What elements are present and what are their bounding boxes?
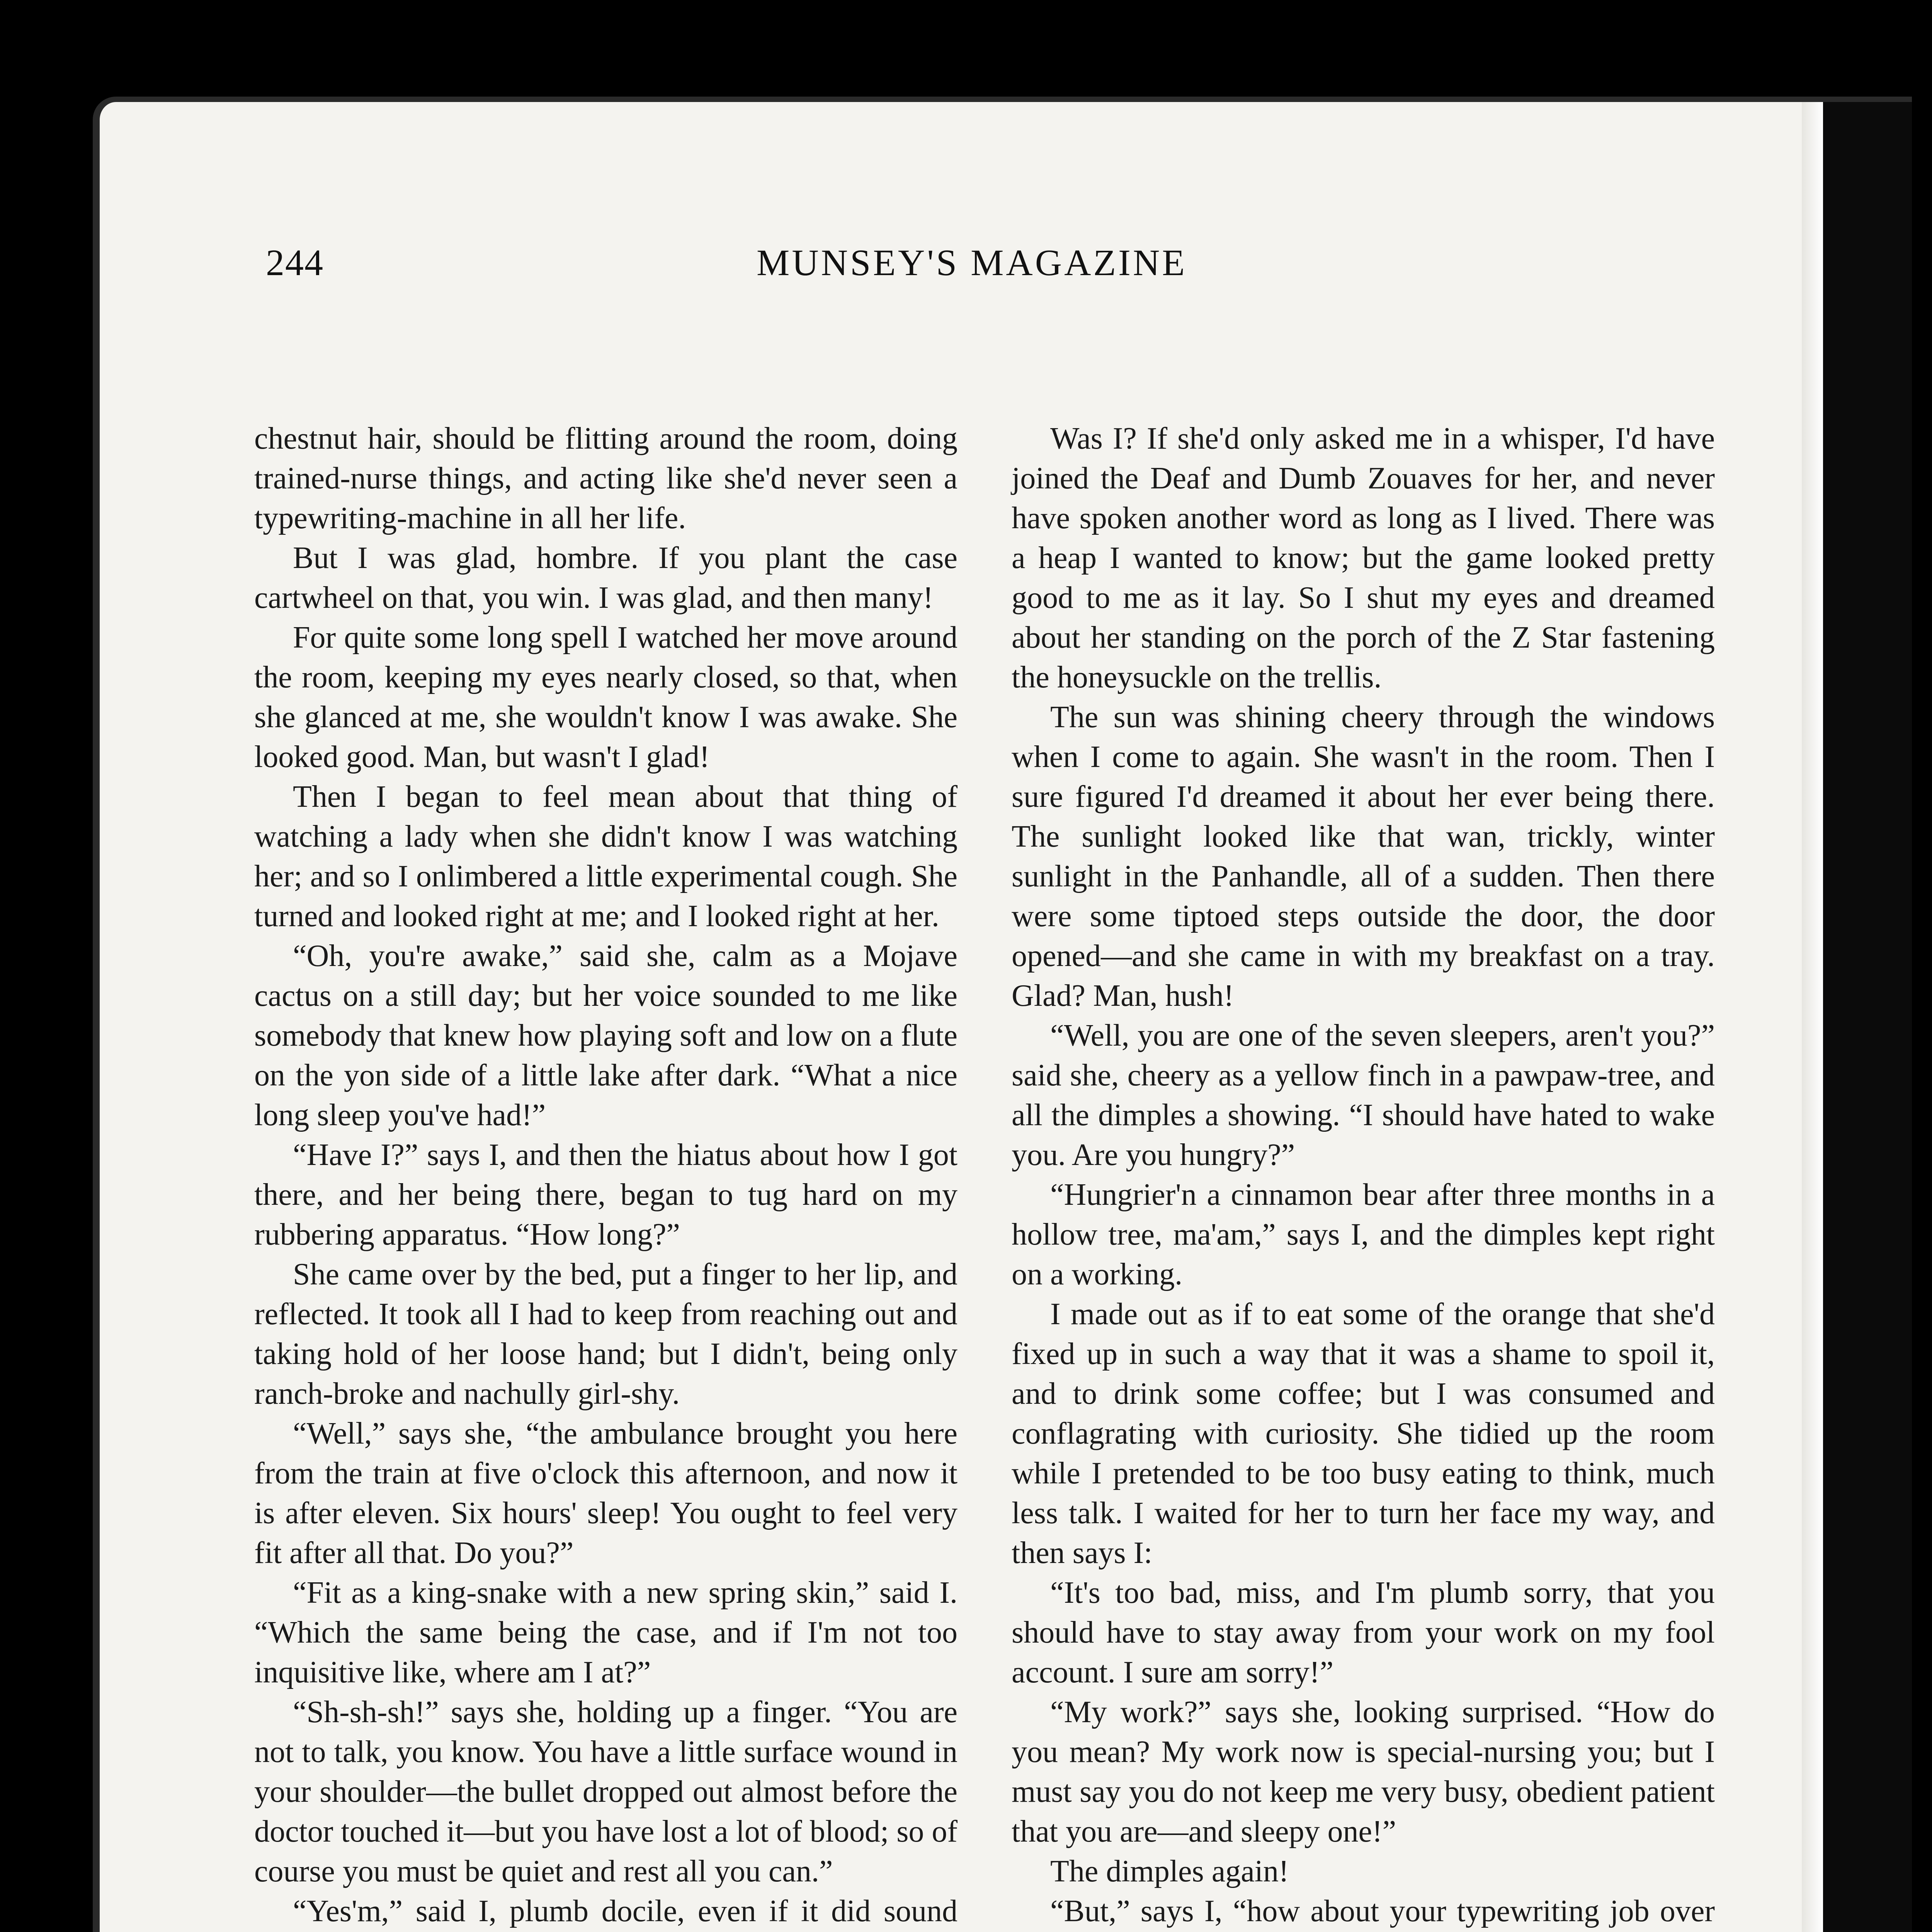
paragraph: The dimples again! (1050, 1854, 1289, 1888)
paragraph: I made out as if to eat some of the orange that she'd fixed up in such a way that it was a shame to spoil it, and to drink some coffee; but I was consumed and conflagrating with curiosity. She tidied up the room while I pretended to be too busy eating to think, much less talk. I waited for her to turn her face my way, and then says I: (1012, 1297, 1715, 1570)
book-spine (1823, 102, 1912, 1932)
paragraph: For quite some long spell I watched her move around the room, keeping my eyes nearly closed, so that, when she glanced at me, she wouldn't know I was awake. She looked good. Man, but wasn't I glad! (254, 621, 957, 774)
paragraph: “Oh, you're awake,” said she, calm as a Mojave cactus on a still day; but her voice sounded to me like somebody that knew how playing soft and low on a flute on the yon side of a little lake after dark. “What a nice long sleep you've had!” (254, 939, 957, 1132)
paragraph: Then I began to feel mean about that thing of watching a lady when she didn't know I was watching her; and so I onlimbered a little experimental cough. She turned and looked right at me; and I looked right at her. (254, 780, 957, 933)
paragraph: “Have I?” says I, and then the hiatus about how I got there, and her being there, began to tug hard on my rubbering apparatus. “How long?” (254, 1138, 957, 1252)
paragraph: “Yes'm,” said I, plumb docile, even if it did sound (293, 1894, 957, 1928)
paragraph: She came over by the bed, put a finger to her lip, and reflected. It took all I had to keep from reaching out and taking hold of her loose hand; but I didn't, being only ranch-broke and nachully girl-shy. (254, 1257, 957, 1411)
paragraph: “Well, you are one of the seven sleepers, aren't you?” said she, cheery as a yellow finch in a pawpaw-tree, and all the dimples a showing. “I should have hated to wake you. Are you hungry?” (1012, 1019, 1715, 1172)
paragraph: Was I? If she'd only asked me in a whisper, I'd have joined the Deaf and Dumb Zouaves for her, and never have spoken another word as long as I lived. There was a heap I wanted to know; but the game looked pretty good to me as it lay. So I shut my eyes and dreamed about her standing on the porch of the Z Star fastening the honeysuckle on the trellis. (1012, 422, 1715, 694)
paragraph: “Sh-sh-sh!” says she, holding up a finger. “You are not to talk, you know. You have a little surface wound in your shoulder—the bullet dropped out almost before the doctor touched it—but you have lost a lot of blood; so of course you must be quiet and rest all you can.” (254, 1695, 957, 1888)
paragraph: “Hungrier'n a cinnamon bear after three months in a hollow tree, ma'am,” says I, and the dimples kept right on a working. (1012, 1178, 1715, 1291)
paragraph: chestnut hair, should be flitting around the room, doing trained-nurse things, and acting like she'd never seen a typewriting-machine in all her life. (254, 422, 957, 535)
running-head: MUNSEY'S MAGAZINE (757, 242, 1187, 283)
right-text-column (1012, 419, 1715, 1932)
paragraph: The sun was shining cheery through the windows when I come to again. She wasn't in the room. Then I sure figured I'd dreamed it about her ever being there. The sunlight looked like that wan, trickly, winter sunlight in the Panhandle, all of a sudden. Then there were some tiptoed steps outside the door, the door opened—and she came in with my breakfast on a tray. Glad? Man, hush! (1012, 700, 1715, 1013)
magazine-page (93, 97, 1912, 1932)
left-text-column (254, 419, 957, 1932)
paragraph: “Fit as a king-snake with a new spring skin,” said I. “Which the same being the case, and if I'm not too inquisitive like, where am I at?” (254, 1576, 957, 1689)
page-header (266, 241, 1696, 295)
paragraph: “Well,” says she, “the ambulance brought you here from the train at five o'clock this afternoon, and now it is after eleven. Six hours' sleep! You ought to feel very fit after all that. Do you?” (254, 1417, 957, 1570)
paragraph: “But,” says I, “how about your typewriting job over (1050, 1894, 1715, 1928)
page-gutter (1802, 102, 1823, 1932)
page-number: 244 (266, 242, 324, 283)
paragraph: “My work?” says she, looking surprised. “How do you mean? My work now is special-nursing you; but I must say you do not keep me very busy, obedient patient that you are—and sleepy one!” (1012, 1695, 1715, 1849)
paragraph: “It's too bad, miss, and I'm plumb sorry, that you should have to stay away from your work on my fool account. I sure am sorry!” (1012, 1576, 1715, 1689)
paragraph: But I was glad, hombre. If you plant the case cartwheel on that, you win. I was glad, and then many! (254, 541, 957, 615)
